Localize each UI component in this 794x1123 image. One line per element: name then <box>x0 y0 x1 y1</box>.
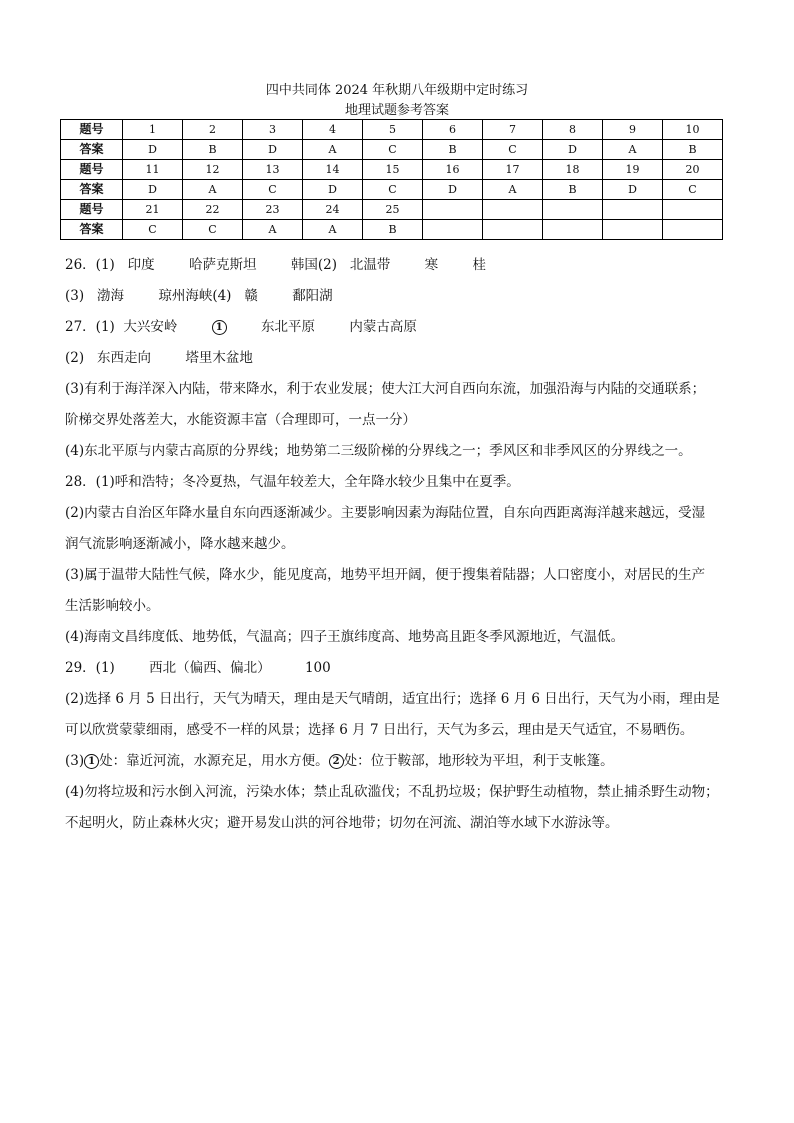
table-cell: B <box>183 140 243 160</box>
table-cell: D <box>603 180 663 200</box>
table-cell: B <box>423 140 483 160</box>
table-cell: 22 <box>183 200 243 220</box>
row-label: 答案 <box>61 180 123 200</box>
table-cell <box>543 200 603 220</box>
table-cell: C <box>183 220 243 240</box>
row-label: 题号 <box>61 200 123 220</box>
row-label: 题号 <box>61 160 123 180</box>
table-cell: D <box>123 140 183 160</box>
table-cell: 23 <box>243 200 303 220</box>
table-cell: C <box>363 180 423 200</box>
table-cell: 6 <box>423 120 483 140</box>
answer-28-line-2: (2)内蒙古自治区年降水量自东向西逐渐减少。主要影响因素为海陆位置，自东向西距离海洋越来越远，受湿 <box>65 505 706 521</box>
table-cell: 1 <box>123 120 183 140</box>
answer-29-line-2: (2)选择 6 月 5 日出行，天气为晴天，理由是天气晴朗，适宜出行；选择 6 月 6 日出行，天气为小雨，理由是 <box>65 691 720 707</box>
table-cell: A <box>243 220 303 240</box>
table-cell: C <box>123 220 183 240</box>
answer-27-line-1 <box>65 312 745 343</box>
table-cell: A <box>183 180 243 200</box>
table-cell: 24 <box>303 200 363 220</box>
table-cell: D <box>543 140 603 160</box>
table-cell <box>483 200 543 220</box>
table-cell <box>663 200 723 220</box>
table-cell <box>423 200 483 220</box>
table-row <box>61 140 723 160</box>
table-cell <box>603 200 663 220</box>
table-cell <box>543 220 603 240</box>
table-row <box>61 160 723 180</box>
answer-27-1-part-a: 27．(1) 大兴安岭 <box>65 319 212 335</box>
table-cell <box>663 220 723 240</box>
answer-27-line-3: (3)有利于海洋深入内陆，带来降水，利于农业发展；使大江大河自西向东流，加强沿海与内陆的交通联系； <box>65 381 706 397</box>
table-cell: C <box>663 180 723 200</box>
table-cell: B <box>363 220 423 240</box>
table-cell: 7 <box>483 120 543 140</box>
answer-29-line-1: 29．(1) 西北（偏西、偏北） 100 <box>65 660 331 676</box>
table-cell: 11 <box>123 160 183 180</box>
row-label: 答案 <box>61 220 123 240</box>
answer-28-line-4: (3)属于温带大陆性气候，降水少，能见度高，地势平坦开阔，便于搜集着陆器；人口密度小，对居民的生产 <box>65 567 706 583</box>
answer-27-line-4: 阶梯交界处落差大，水能资源丰富（合理即可，一点一分） <box>65 412 416 428</box>
row-label: 题号 <box>61 120 123 140</box>
circled-number-2-icon: 2 <box>329 754 344 769</box>
answer-29-line-6: 不起明火，防止森林火灾；避开易发山洪的河谷地带；切勿在河流、湖泊等水域下水游泳等。 <box>65 815 619 831</box>
table-cell: 20 <box>663 160 723 180</box>
table-cell: 16 <box>423 160 483 180</box>
table-cell: A <box>483 180 543 200</box>
table-cell: 15 <box>363 160 423 180</box>
table-cell: 18 <box>543 160 603 180</box>
table-row <box>61 120 723 140</box>
table-cell: 12 <box>183 160 243 180</box>
table-cell: 14 <box>303 160 363 180</box>
table-cell: 25 <box>363 200 423 220</box>
answer-29-3-prefix: (3) <box>65 753 85 769</box>
table-cell: D <box>123 180 183 200</box>
answer-26-line-2: (3) 渤海 琼州海峡(4) 赣 鄱阳湖 <box>65 288 333 304</box>
table-cell: D <box>243 140 303 160</box>
circled-number-1-icon: 1 <box>212 320 227 335</box>
table-cell: 9 <box>603 120 663 140</box>
table-cell: A <box>303 140 363 160</box>
answer-29-line-4 <box>65 746 745 777</box>
table-cell <box>423 220 483 240</box>
table-row <box>61 220 723 240</box>
answer-table <box>60 119 723 240</box>
answer-26-line-1: 26．(1) 印度 哈萨克斯坦 韩国(2) 北温带 寒 桂 <box>65 257 486 273</box>
answer-28-line-1: 28．(1)呼和浩特；冬冷夏热，气温年较差大，全年降水较少且集中在夏季。 <box>65 474 520 490</box>
answer-29-3-mid: 处：靠近河流，水源充足，用水方便。 <box>99 753 329 769</box>
answer-28-line-5: 生活影响较小。 <box>65 598 160 614</box>
table-cell: 10 <box>663 120 723 140</box>
answer-27-line-2: (2) 东西走向 塔里木盆地 <box>65 350 253 366</box>
answer-28-line-3: 润气流影响逐渐减小，降水越来越少。 <box>65 536 295 552</box>
table-cell: A <box>303 220 363 240</box>
table-cell: D <box>303 180 363 200</box>
table-cell: 2 <box>183 120 243 140</box>
answer-29-3-end: 处：位于鞍部，地形较为平坦，利于支帐篷。 <box>343 753 614 769</box>
table-cell: A <box>603 140 663 160</box>
table-cell: 5 <box>363 120 423 140</box>
table-cell: 13 <box>243 160 303 180</box>
table-cell: 3 <box>243 120 303 140</box>
table-cell: 17 <box>483 160 543 180</box>
table-cell <box>603 220 663 240</box>
table-cell: D <box>423 180 483 200</box>
circled-number-1-icon: 1 <box>84 754 99 769</box>
page-title: 四中共同体 2024 年秋期八年级期中定时练习 <box>265 83 529 98</box>
table-cell: C <box>363 140 423 160</box>
table-cell: 21 <box>123 200 183 220</box>
row-label: 答案 <box>61 140 123 160</box>
answer-27-1-part-b: 东北平原 内蒙古高原 <box>226 319 417 335</box>
answer-body <box>65 250 745 839</box>
table-row <box>61 200 723 220</box>
table-cell: B <box>663 140 723 160</box>
table-cell: 19 <box>603 160 663 180</box>
answer-28-line-6: (4)海南文昌纬度低、地势低，气温高；四子王旗纬度高、地势高且距冬季风源地近，气温低。 <box>65 629 625 645</box>
table-cell: 4 <box>303 120 363 140</box>
table-cell: C <box>243 180 303 200</box>
table-cell: 8 <box>543 120 603 140</box>
answer-27-line-5: (4)东北平原与内蒙古高原的分界线；地势第二三级阶梯的分界线之一；季风区和非季风区的分界线之一。 <box>65 443 692 459</box>
table-cell: B <box>543 180 603 200</box>
answer-29-line-3: 可以欣赏蒙蒙细雨，感受不一样的风景；选择 6 月 7 日出行，天气为多云，理由是天气适宜，不易晒伤。 <box>65 722 694 738</box>
answer-29-line-5: (4)勿将垃圾和污水倒入河流，污染水体；禁止乱砍滥伐；不乱扔垃圾；保护野生动植物，禁止捕杀野生动物； <box>65 784 719 800</box>
table-cell <box>483 220 543 240</box>
table-row <box>61 180 723 200</box>
table-cell: C <box>483 140 543 160</box>
page-subtitle: 地理试题参考答案 <box>344 103 449 118</box>
